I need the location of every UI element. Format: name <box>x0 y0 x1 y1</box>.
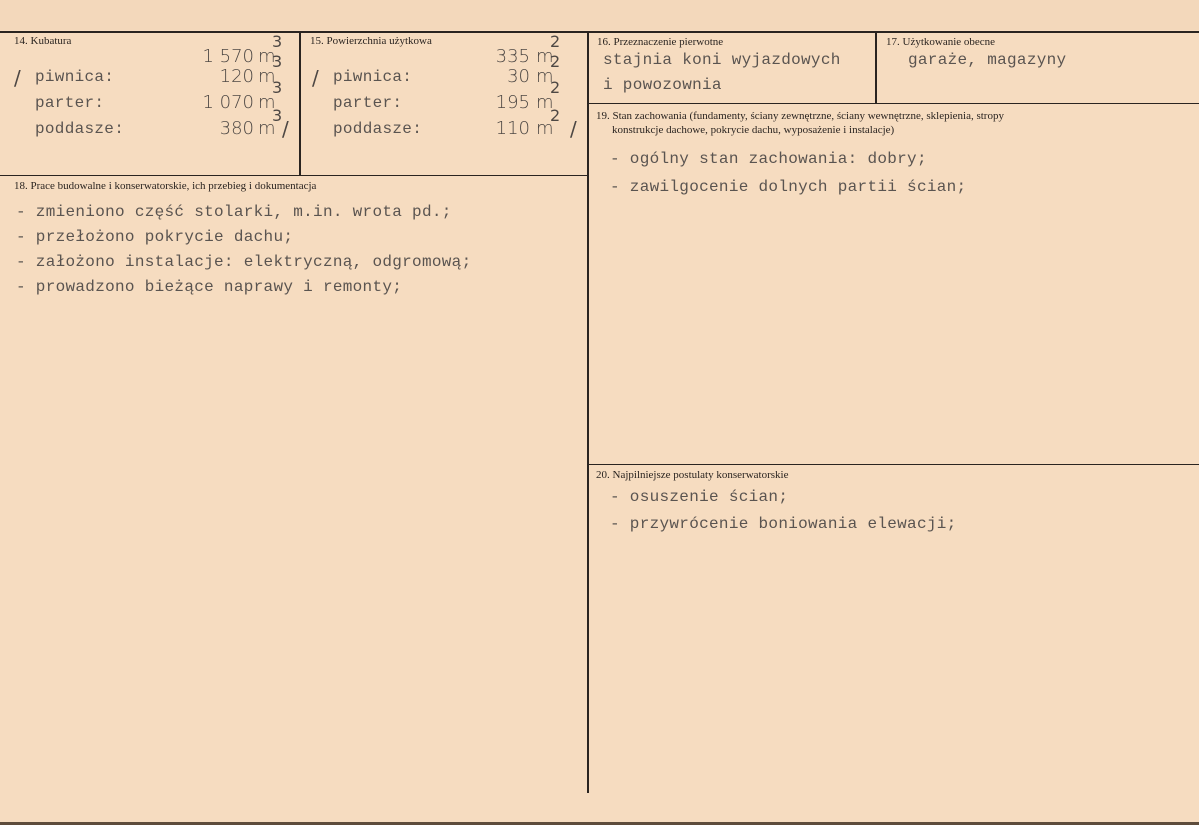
f14-total-exp: 3 <box>272 32 283 51</box>
f15-row-piwnica-exp: 2 <box>550 52 561 71</box>
f14-row-poddasze-exp: 3 <box>272 106 283 125</box>
f17-line-1: garaże, magazyny <box>908 51 1067 69</box>
f14-row-parter-exp: 3 <box>272 78 283 97</box>
f14-row-piwnica-value: 120 <box>219 66 254 87</box>
field-19-label-line-2: konstrukcje dachowe, pokrycie dachu, wyposażenie i instalacje) <box>612 124 895 136</box>
f14-row-piwnica-label: piwnica: <box>35 68 115 86</box>
f15-row-parter-label: parter: <box>333 94 403 112</box>
f15-total-unit: m <box>536 46 554 67</box>
f15-total-exp: 2 <box>550 32 561 51</box>
f16-line-1: stajnia koni wyjazdowych <box>603 51 841 69</box>
f14-row-piwnica-unit: m <box>258 66 276 87</box>
f14-row-parter-label: parter: <box>35 94 105 112</box>
rule-below-14-15 <box>0 175 588 176</box>
f20-item: - osuszenie ścian; <box>610 488 789 506</box>
field-16-label: 16. Przeznaczenie pierwotne <box>597 36 724 48</box>
f15-open-slash: / <box>312 66 319 90</box>
f19-item: - zawilgocenie dolnych partii ścian; <box>610 178 967 196</box>
f14-row-poddasze-unit: m <box>258 118 276 139</box>
f15-total-value: 335 <box>495 46 530 67</box>
f15-row-piwnica-label: piwnica: <box>333 68 413 86</box>
f15-row-poddasze-exp: 2 <box>550 106 561 125</box>
f14-row-parter-unit: m <box>258 92 276 113</box>
top-strip <box>0 0 1199 30</box>
f20-item: - przywrócenie boniowania elewacji; <box>610 515 957 533</box>
f15-row-parter-unit: m <box>536 92 554 113</box>
rule-left-right <box>587 31 589 793</box>
f14-row-piwnica-exp: 3 <box>272 52 283 71</box>
f14-row-poddasze-value: 380 <box>219 118 254 139</box>
f15-row-poddasze-label: poddasze: <box>333 120 423 138</box>
f18-item: - zmieniono część stolarki, m.in. wrota pd.; <box>16 203 452 221</box>
top-rule <box>0 31 1199 33</box>
field-15-label: 15. Powierzchnia użytkowa <box>310 35 432 47</box>
rule-19-20 <box>588 464 1199 465</box>
f14-close-slash: / <box>282 117 289 141</box>
f14-open-slash: / <box>14 66 21 90</box>
f14-row-poddasze-label: poddasze: <box>35 120 125 138</box>
f15-row-poddasze-value: 110 <box>495 118 530 139</box>
field-14-label: 14. Kubatura <box>14 35 72 47</box>
f15-row-parter-exp: 2 <box>550 78 561 97</box>
f14-total-value: 1 570 <box>202 46 254 67</box>
rule-16-17 <box>875 31 877 103</box>
f15-row-piwnica-unit: m <box>536 66 554 87</box>
field-17-label: 17. Użytkowanie obecne <box>886 36 996 48</box>
f14-total-unit: m <box>258 46 276 67</box>
f15-row-piwnica-value: 30 <box>507 66 530 87</box>
f14-row-parter-value: 1 070 <box>202 92 254 113</box>
field-18-label: 18. Prace budowalne i konserwatorskie, ich przebieg i dokumentacja <box>14 180 317 192</box>
f15-row-parter-value: 195 <box>495 92 530 113</box>
rule-14-15 <box>299 31 301 176</box>
f16-line-2: i powozownia <box>603 76 722 94</box>
f18-item: - założono instalacje: elektryczną, odgromową; <box>16 253 472 271</box>
rule-upper-right <box>588 103 1199 104</box>
f18-item: - prowadzono bieżące naprawy i remonty; <box>16 278 403 296</box>
field-20-label: 20. Najpilniejsze postulaty konserwatorskie <box>596 469 789 481</box>
f15-row-poddasze-unit: m <box>536 118 554 139</box>
f19-item: - ogólny stan zachowania: dobry; <box>610 150 927 168</box>
f18-item: - przełożono pokrycie dachu; <box>16 228 294 246</box>
f15-close-slash: / <box>570 117 577 141</box>
field-19-label-line-1: 19. Stan zachowania (fundamenty, ściany zewnętrzne, ściany wewnętrzne, sklepienia, stropy <box>596 110 1004 122</box>
